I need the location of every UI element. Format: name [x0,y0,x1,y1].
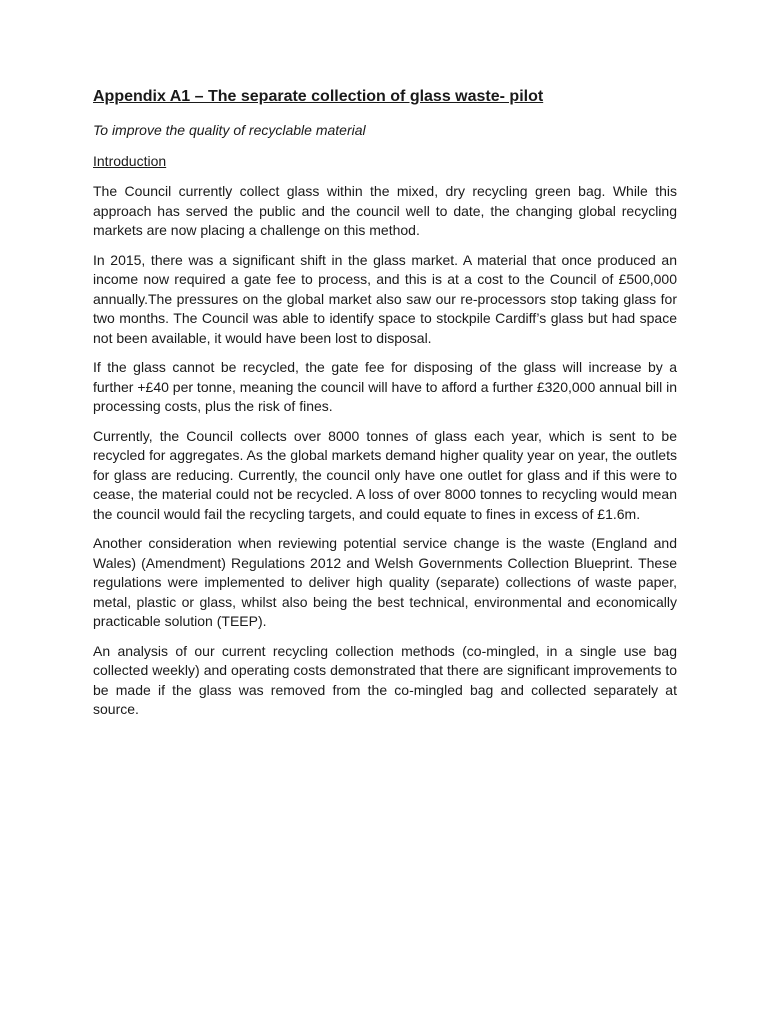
paragraph-tonnage-aggregates: Currently, the Council collects over 8000 tonnes of glass each year, which is sent to be recycled for aggregates. As the global markets demand higher quality year on year, the outlets for glass are reducing. Currently, the council only have one outlet for glass and if this were to cease, the material could not be recycled. A loss of over 8000 tonnes to recycling would mean the council would fail the recycling targets, and could equate to fines in excess of £1.6m. [93,427,677,522]
document-title: Appendix A1 – The separate collection of glass waste- pilot [93,88,544,105]
document-subtitle: To improve the quality of recyclable material [93,122,366,138]
paragraph-2015-market-shift: In 2015, there was a significant shift in the glass market. A material that once produced an income now required a gate fee to process, and this is at a cost to the Council of £500,000 annually.The pressures on the global market also saw our re-processors stop taking glass for two months. The Council was able to identify space to stockpile Cardiff’s glass but had space not been available, it would have been lost to disposal. [93,251,677,346]
paragraph-analysis: An analysis of our current recycling collection methods (co-mingled, in a single use bag collected weekly) and operating costs demonstrated that there are significant improvements to be made if the glass was removed from the co-mingled bag and collected separately at source. [93,642,677,717]
section-heading-introduction: Introduction [93,153,167,169]
paragraph-current-collection: The Council currently collect glass within the mixed, dry recycling green bag. While this approach has served the public and the council well to date, the changing global recycling markets are now placing a challenge on this method. [93,183,677,238]
document-page [93,86,677,730]
paragraph-regulations: Another consideration when reviewing potential service change is the waste (England and Wales) (Amendment) Regulations 2012 and Welsh Governments Collection Blueprint. These regulations were implemented to deliver high quality (separate) collections of waste paper, metal, plastic or glass, whilst also being the best technical, environmental and economically practicable solution (TEEP). [93,535,677,629]
paragraph-gate-fee-increase: If the glass cannot be recycled, the gate fee for disposing of the glass will increase by a further +£40 per tonne, meaning the council will have to afford a further £320,000 annual bill in processing costs, plus the risk of fines. [93,359,677,414]
